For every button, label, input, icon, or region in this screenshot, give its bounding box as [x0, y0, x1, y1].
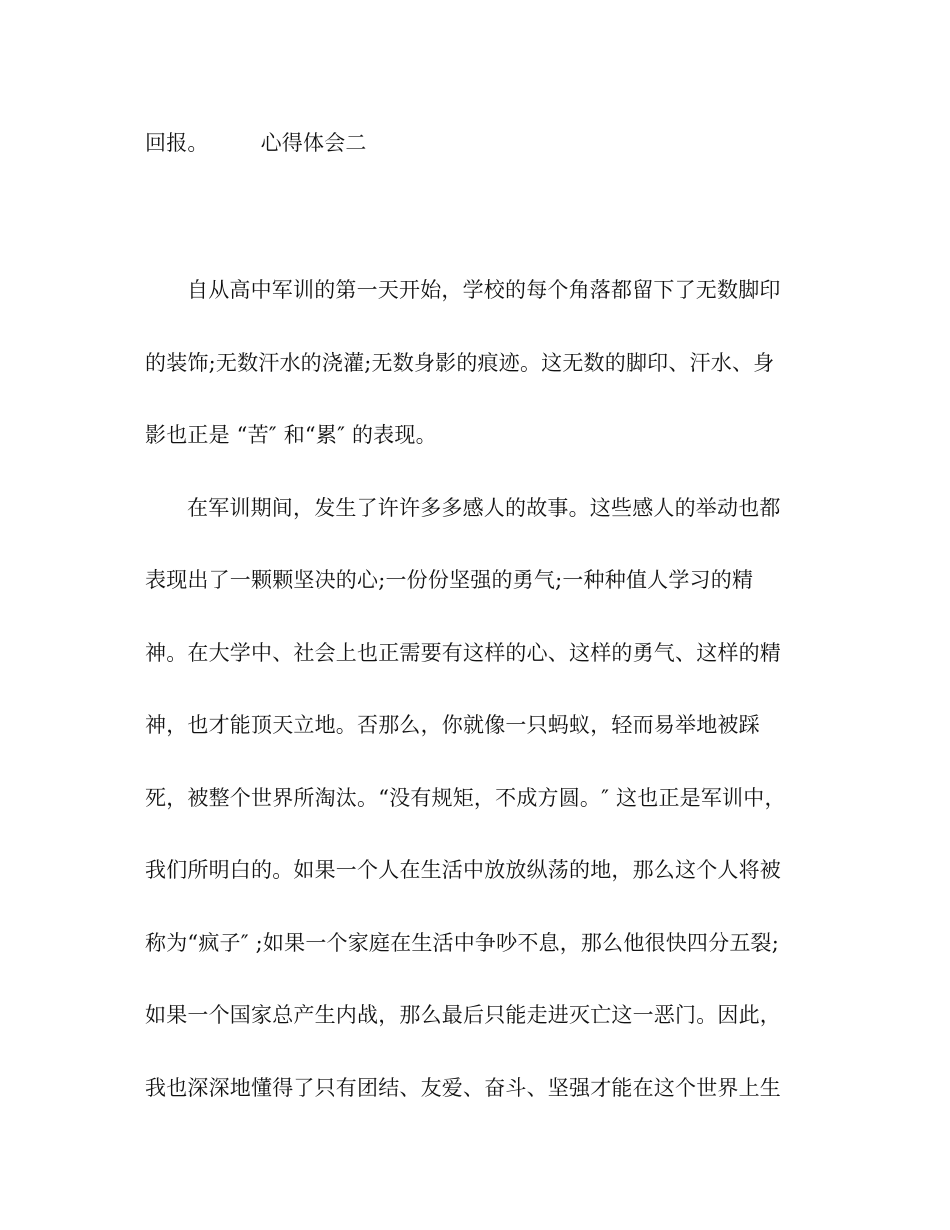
- paragraph-2-line-6: 我们所明白的。如果一个人在生活中放放纵荡的地，那么这个人将被: [145, 858, 781, 882]
- paragraph-1-line-1: 自从高中军训的第一天开始，学校的每个角落都留下了无数脚印: [187, 278, 781, 302]
- paragraph-2-line-5: 死，被整个世界所淘汰。“没有规矩，不成方圆。″ 这也正是军训中，: [145, 786, 786, 810]
- paragraph-2-line-1: 在军训期间，发生了许许多多感人的故事。这些感人的举动也都: [187, 496, 781, 520]
- section-title: 心得体会二: [260, 131, 367, 155]
- paragraph-2-line-9: 我也深深地懂得了只有团结、友爱、奋斗、坚强才能在这个世界上生: [145, 1076, 781, 1100]
- paragraph-2-line-3: 神。在大学中、社会上也正需要有这样的心、这样的勇气、这样的精: [145, 641, 781, 665]
- paragraph-1-line-3: 影也正是 “苦″ 和“累″ 的表现。: [145, 423, 437, 447]
- paragraph-2-line-8: 如果一个国家总产生内战，那么最后只能走进灭亡这一恶门。因此，: [145, 1003, 781, 1027]
- paragraph-2-line-4: 神，也才能顶天立地。否那么，你就像一只蚂蚁，轻而易举地被踩: [145, 713, 760, 737]
- heading-prefix: 回报。: [145, 131, 209, 155]
- heading-line: [145, 128, 825, 158]
- paragraph-2-line-7: 称为“疯子″ ;如果一个家庭在生活中争吵不息，那么他很快四分五裂;: [145, 931, 780, 955]
- paragraph-2-line-2: 表现出了一颗颗坚决的心;一份份坚强的勇气;一种种值人学习的精: [145, 568, 754, 592]
- paragraph-1-line-2: 的装饰;无数汗水的浇灌;无数身影的痕迹。这无数的脚印、汗水、身: [145, 351, 775, 375]
